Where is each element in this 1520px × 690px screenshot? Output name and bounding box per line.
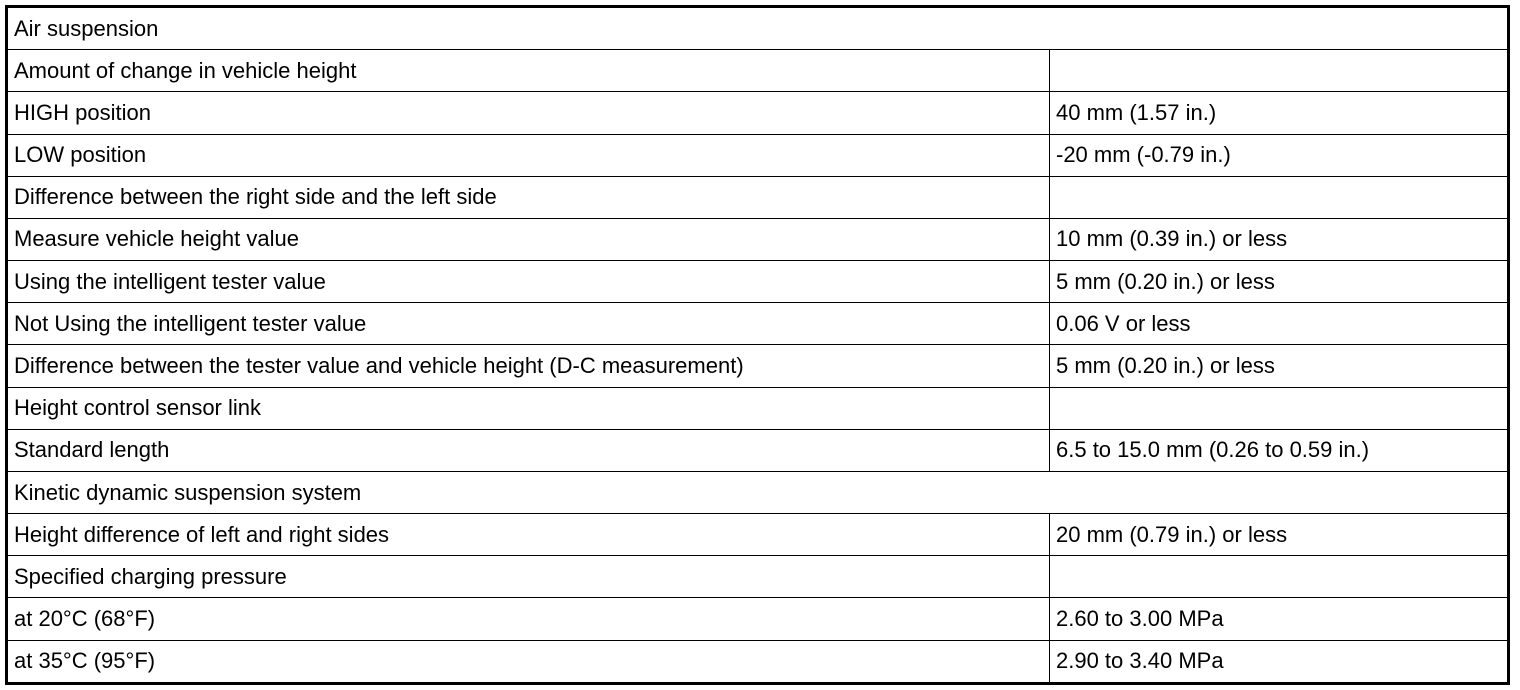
spec-value: 10 mm (0.39 in.) or less (1050, 218, 1509, 260)
spec-label: at 35°C (95°F) (7, 640, 1050, 683)
spec-value (1050, 50, 1509, 92)
table-row (7, 514, 1509, 556)
section-row (7, 7, 1509, 50)
table-row (7, 218, 1509, 260)
table-row (7, 429, 1509, 471)
spec-label: Difference between the tester value and vehicle height (D-C measurement) (7, 345, 1050, 387)
table-row (7, 134, 1509, 176)
spec-label: Difference between the right side and the left side (7, 176, 1050, 218)
table-row (7, 345, 1509, 387)
spec-label: LOW position (7, 134, 1050, 176)
spec-label: Height control sensor link (7, 387, 1050, 429)
spec-label: Amount of change in vehicle height (7, 50, 1050, 92)
spec-value: 2.90 to 3.40 MPa (1050, 640, 1509, 683)
table-row (7, 387, 1509, 429)
spec-label: Standard length (7, 429, 1050, 471)
spec-value: 6.5 to 15.0 mm (0.26 to 0.59 in.) (1050, 429, 1509, 471)
spec-value: 0.06 V or less (1050, 303, 1509, 345)
table-row (7, 92, 1509, 134)
table-row (7, 176, 1509, 218)
spec-value (1050, 556, 1509, 598)
table-row (7, 50, 1509, 92)
spec-label: at 20°C (68°F) (7, 598, 1050, 640)
spec-label: Using the intelligent tester value (7, 261, 1050, 303)
spec-label: HIGH position (7, 92, 1050, 134)
section-title: Kinetic dynamic suspension system (7, 471, 1509, 513)
spec-value (1050, 176, 1509, 218)
spec-value: 2.60 to 3.00 MPa (1050, 598, 1509, 640)
table-row (7, 598, 1509, 640)
spec-label: Not Using the intelligent tester value (7, 303, 1050, 345)
table-row (7, 556, 1509, 598)
table-row (7, 640, 1509, 683)
spec-label: Specified charging pressure (7, 556, 1050, 598)
spec-value: -20 mm (-0.79 in.) (1050, 134, 1509, 176)
spec-value (1050, 387, 1509, 429)
spec-label: Measure vehicle height value (7, 218, 1050, 260)
spec-value: 20 mm (0.79 in.) or less (1050, 514, 1509, 556)
spec-value: 5 mm (0.20 in.) or less (1050, 345, 1509, 387)
spec-value: 40 mm (1.57 in.) (1050, 92, 1509, 134)
spec-label: Height difference of left and right sides (7, 514, 1050, 556)
spec-value: 5 mm (0.20 in.) or less (1050, 261, 1509, 303)
specification-table (5, 5, 1510, 685)
table-row (7, 261, 1509, 303)
section-row (7, 471, 1509, 513)
section-title: Air suspension (7, 7, 1509, 50)
table-row (7, 303, 1509, 345)
